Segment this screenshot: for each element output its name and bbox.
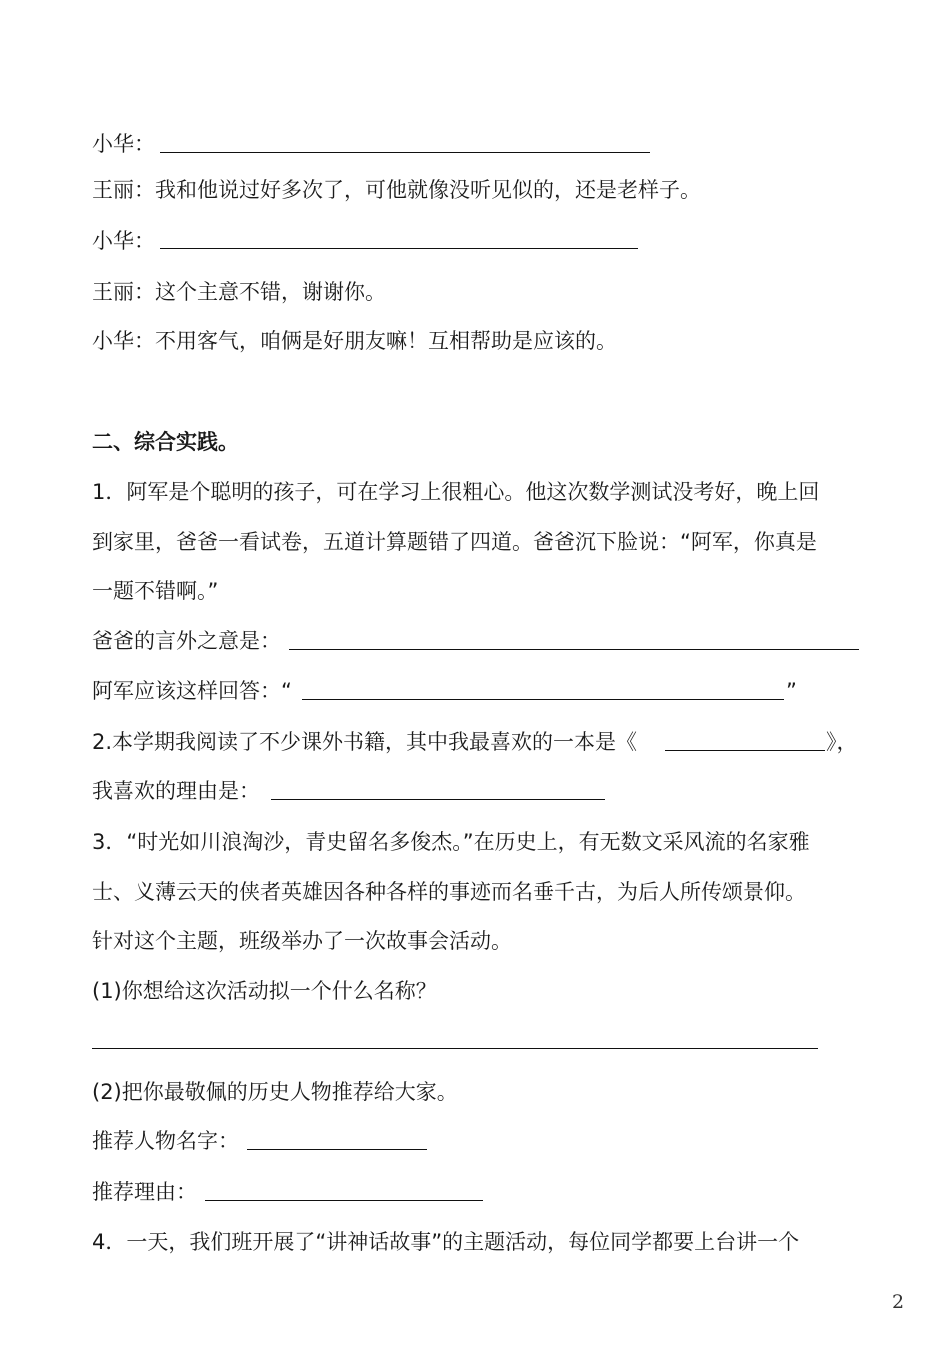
q1-text-line-2: 到家里，爸爸一看试卷，五道计算题错了四道。爸爸沉下脸说：“阿军，你真是 (92, 530, 817, 554)
section-heading: 二、综合实践。 (92, 430, 239, 454)
q3-name-prompt: 推荐人物名字： (92, 1129, 239, 1153)
dialogue-line-1 (92, 130, 155, 158)
speaker-label: 小华： (92, 329, 155, 353)
dialogue-line-4 (92, 278, 386, 306)
q4-text-line-1: 4．一天，我们班开展了“讲神话故事”的主题活动，每位同学都要上台讲一个 (92, 1230, 800, 1254)
answer-blank-q2-reason[interactable] (271, 799, 605, 800)
q1-close-quote: ” (786, 679, 797, 703)
answer-blank-person-name[interactable] (247, 1149, 427, 1150)
q1-text-line-1: 1．阿军是个聪明的孩子，可在学习上很粗心。他这次数学测试没考好，晚上回 (92, 480, 820, 504)
answer-blank-dialogue-1[interactable] (160, 152, 650, 153)
answer-blank-recommend-reason[interactable] (205, 1200, 483, 1201)
q3-text-line-2: 士、义薄云天的侠者英雄因各种各样的事迹而名垂千古，为后人所传颂景仰。 (92, 880, 806, 904)
q3-reason-prompt: 推荐理由： (92, 1180, 197, 1204)
dialogue-text: 我和他说过好多次了，可他就像没听见似的，还是老样子。 (155, 178, 701, 202)
speaker-label: 王丽： (92, 280, 155, 304)
q2-text-line-2: 我喜欢的理由是： (92, 779, 260, 803)
q3-text-line-1: 3．“时光如川浪淘沙，青史留名多俊杰。”在历史上，有无数文采风流的名家雅 (92, 830, 810, 854)
answer-blank-activity-name[interactable] (92, 1048, 818, 1049)
answer-blank-q1b[interactable] (302, 699, 784, 700)
dialogue-text: 这个主意不错，谢谢你。 (155, 280, 386, 304)
q3-text-line-3: 针对这个主题，班级举办了一次故事会活动。 (92, 929, 512, 953)
speaker-label: 王丽： (92, 178, 155, 202)
speaker-label: 小华： (92, 229, 155, 253)
answer-blank-dialogue-2[interactable] (160, 248, 638, 249)
q1-text-line-3: 一题不错啊。” (92, 579, 219, 603)
q3-sub-2: (2)把你最敬佩的历史人物推荐给大家。 (92, 1080, 458, 1104)
dialogue-line-5 (92, 327, 617, 355)
q1-prompt-b: 阿军应该这样回答：“ (92, 679, 292, 703)
q3-sub-1: (1)你想给这次活动拟一个什么名称？ (92, 979, 437, 1003)
q2-text-line-1: 2.本学期我阅读了不少课外书籍，其中我最喜欢的一本是《 (92, 730, 638, 754)
speaker-label: 小华： (92, 132, 155, 156)
answer-blank-book-title[interactable] (665, 750, 825, 751)
page-number: 2 (892, 1291, 905, 1313)
dialogue-line-3 (92, 227, 155, 255)
answer-blank-q1a[interactable] (289, 649, 859, 650)
q1-prompt-a: 爸爸的言外之意是： (92, 629, 281, 653)
dialogue-text: 不用客气，咱俩是好朋友嘛！互相帮助是应该的。 (155, 329, 617, 353)
q2-line1-end: 》， (826, 730, 858, 754)
dialogue-line-2 (92, 176, 701, 204)
